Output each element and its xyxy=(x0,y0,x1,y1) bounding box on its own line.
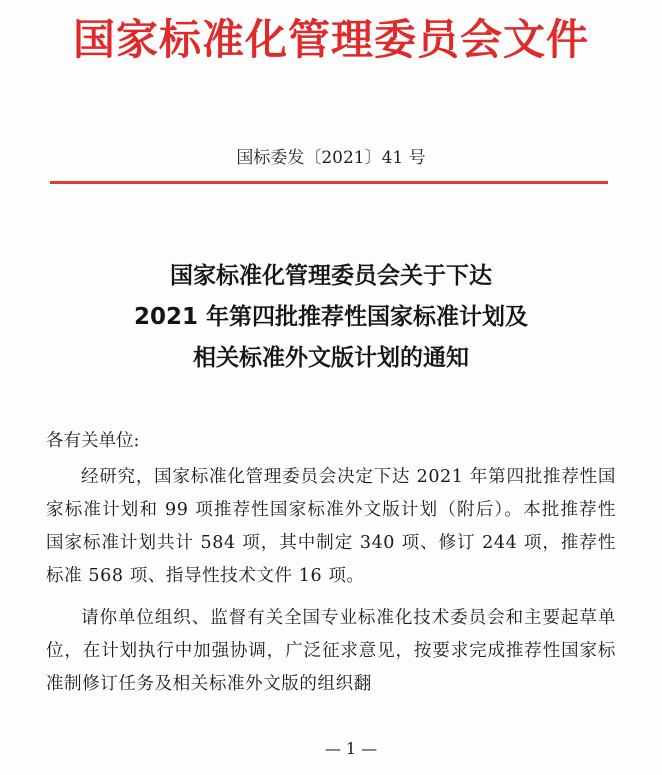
body-paragraph: 经研究，国家标准化管理委员会决定下达 2021 年第四批推荐性国家标准计划和 99 项推荐性国家标准外文版计划（附后）。本批推荐性国家标准计划共计 584 项，其中制定 340 项、修订 244 项，推荐性标准 568 项、指导性技术文件 16 项。 xyxy=(46,467,616,586)
notice-title-line: 相关标准外文版计划的通知 xyxy=(193,345,469,371)
notice-title-line: 2021 年第四批推荐性国家标准计划及 xyxy=(133,304,529,330)
notice-title xyxy=(0,256,662,379)
notice-title-line: 国家标准化管理委员会关于下达 xyxy=(170,263,492,289)
salutation: 各有关单位: xyxy=(46,431,140,451)
red-divider-line xyxy=(50,181,608,184)
body-paragraph: 请你单位组织、监督有关全国专业标准化技术委员会和主要起草单位，在计划执行中加强协调，广泛征求意见，按要求完成推荐性国家标准制修订任务及相关标准外文版的组织翻 xyxy=(46,608,616,694)
document-header-title: 国家标准化管理委员会文件 xyxy=(72,15,589,64)
document-number: 国标委发〔2021〕41 号 xyxy=(236,148,426,168)
page-number: — 1 — xyxy=(324,739,378,758)
